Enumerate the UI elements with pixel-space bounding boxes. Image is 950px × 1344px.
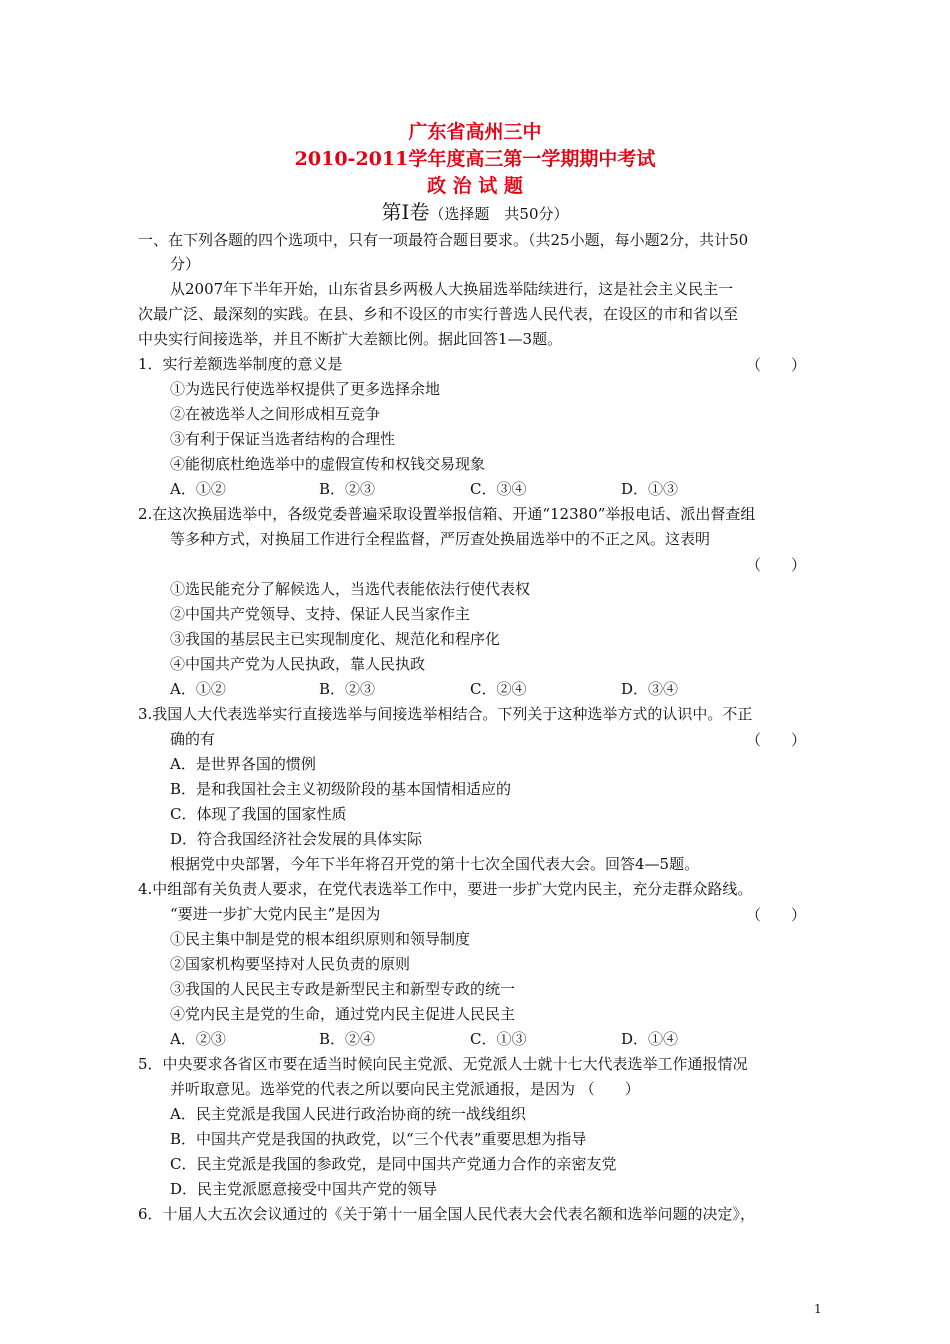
q1-option-a: A．①②	[170, 480, 226, 498]
q3-option-d: D．符合我国经济社会发展的具体实际	[170, 830, 423, 848]
q5-option-b: B．中国共产党是我国的执政党，以“三个代表”重要思想为指导	[170, 1130, 587, 1148]
q2-answer-blank: （ ）	[746, 556, 807, 574]
subject-title: 政 治 试 题	[427, 175, 523, 197]
q4-option-b: B．②④	[319, 1030, 376, 1048]
q4-item: ③我国的人民民主专政是新型民主和新型专政的统一	[170, 980, 516, 998]
q1-option-b: B．②③	[319, 480, 376, 498]
passage1-line3: 中央实行间接选举，并且不断扩大差额比例。据此回答1—3题。	[138, 330, 563, 348]
q1-answer-blank: （ ）	[746, 356, 807, 374]
passage1-line1: 从2007年下半年开始，山东省县乡两极人大换届选举陆续进行，这是社会主义民主一	[170, 280, 734, 298]
q1-option-c: C．③④	[470, 480, 527, 498]
q3-option-a: A．是世界各国的惯例	[170, 755, 316, 773]
q2-option-c: C．②④	[470, 680, 527, 698]
section-note: （选择题 共50分）	[429, 205, 569, 223]
q1-item: ④能彻底杜绝选举中的虚假宣传和权钱交易现象	[170, 455, 486, 473]
q2-option-d: D．③④	[621, 680, 679, 698]
q1-item: ②在被选举人之间形成相互竞争	[170, 405, 381, 423]
q2-item: ③我国的基层民主已实现制度化、规范化和程序化	[170, 630, 501, 648]
q3-answer-blank: （ ）	[746, 731, 807, 749]
q2-item: ①选民能充分了解候选人，当选代表能依法行使代表权	[170, 580, 531, 598]
q2-option-b: B．②③	[319, 680, 376, 698]
q4-option-a: A．②③	[170, 1030, 226, 1048]
q5-option-c: C．民主党派是我国的参政党，是同中国共产党通力合作的亲密友党	[170, 1155, 617, 1173]
q5-option-a: A．民主党派是我国人民进行政治协商的统一战线组织	[170, 1105, 526, 1123]
q4-option-d: D．①④	[621, 1030, 679, 1048]
q1-item: ①为选民行使选举权提供了更多选择余地	[170, 380, 441, 398]
q4-answer-blank: （ ）	[746, 906, 807, 924]
q1-option-d: D．①③	[621, 480, 679, 498]
q3-stem-line1: 3.我国人大代表选举实行直接选举与间接选举相结合。下列关于这种选举方式的认识中。不正	[138, 705, 753, 723]
instruction-line1: 一、在下列各题的四个选项中，只有一项最符合题目要求。（共25小题，每小题2分，共计50	[138, 231, 749, 249]
q5-stem-line2: 并听取意见。选举党的代表之所以要向民主党派通报，是因为 （ ）	[170, 1080, 640, 1098]
q3-stem-line2: 确的有	[170, 730, 216, 748]
q4-option-c: C．①③	[470, 1030, 527, 1048]
q3-option-b: B．是和我国社会主义初级阶段的基本国情相适应的	[170, 780, 512, 798]
school-title: 广东省高州三中	[408, 121, 542, 143]
q4-item: ①民主集中制是党的根本组织原则和领导制度	[170, 930, 471, 948]
passage1-line2: 次最广泛、最深刻的实践。在县、乡和不设区的市实行普选人民代表，在设区的市和省以至	[138, 305, 739, 323]
page-number: 1	[814, 1302, 822, 1316]
q1-stem: 1．实行差额选举制度的意义是	[138, 355, 343, 373]
instruction-line2: 分）	[170, 255, 201, 273]
q1-item: ③有利于保证当选者结构的合理性	[170, 430, 396, 448]
section-heading	[0, 202, 950, 224]
section-title: 第Ⅰ卷	[381, 200, 430, 224]
passage2: 根据党中央部署，今年下半年将召开党的第十七次全国代表大会。回答4—5题。	[170, 855, 700, 873]
q6-stem-line1: 6．十届人大五次会议通过的《关于第十一届全国人民代表大会代表名额和选举问题的决定》，	[138, 1205, 756, 1223]
q2-stem-line2: 等多种方式，对换届工作进行全程监督，严厉查处换届选举中的不正之风。这表明	[170, 530, 711, 548]
q3-option-c: C．体现了我国的国家性质	[170, 805, 347, 823]
q2-item: ④中国共产党为人民执政，靠人民执政	[170, 655, 426, 673]
exam-title: 2010-2011学年度高三第一学期期中考试	[294, 148, 656, 170]
q4-item: ④党内民主是党的生命，通过党内民主促进人民民主	[170, 1005, 516, 1023]
q5-option-d: D．民主党派愿意接受中国共产党的领导	[170, 1180, 438, 1198]
q2-item: ②中国共产党领导、支持、保证人民当家作主	[170, 605, 471, 623]
q2-option-a: A．①②	[170, 680, 226, 698]
q2-stem-line1: 2.在这次换届选举中，各级党委普遍采取设置举报信箱、开通“12380”举报电话、派出督查组	[138, 505, 756, 523]
q4-stem-line2: “要进一步扩大党内民主”是因为	[170, 905, 381, 923]
q4-stem-line1: 4.中组部有关负责人要求，在党代表选举工作中，要进一步扩大党内民主，充分走群众路线。	[138, 880, 753, 898]
q5-stem-line1: 5．中央要求各省区市要在适当时候向民主党派、无党派人士就十七大代表选举工作通报情况	[138, 1055, 748, 1073]
q4-item: ②国家机构要坚持对人民负责的原则	[170, 955, 411, 973]
